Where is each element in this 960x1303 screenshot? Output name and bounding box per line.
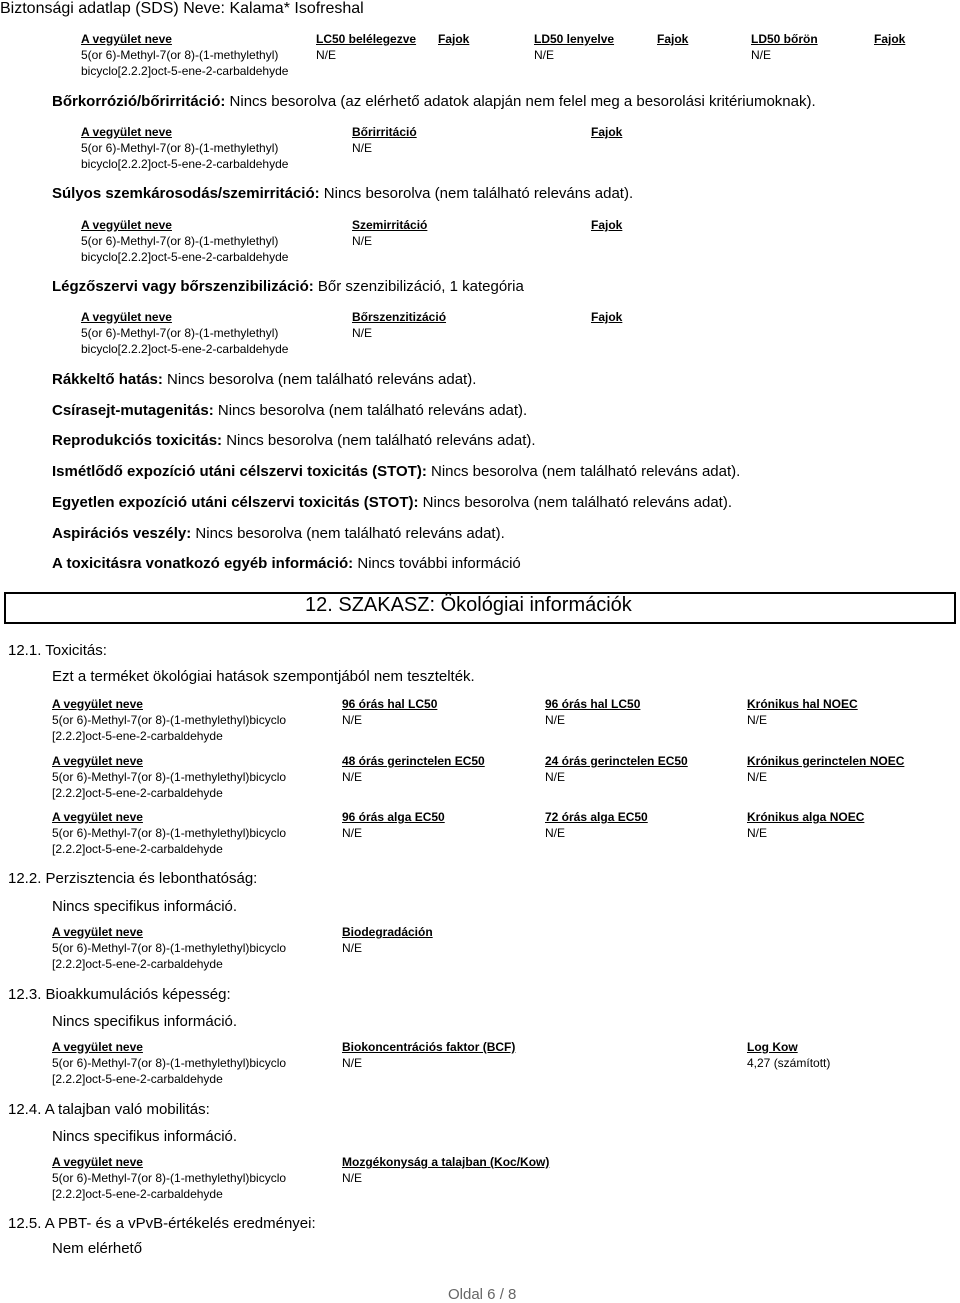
col-algae-noec: Krónikus alga NOEC [747,810,865,824]
value-ne: N/E [342,713,363,727]
compound-name: 5(or 6)-Methyl-7(or 8)-(1-methylethyl) [81,234,279,248]
compound-name: [2.2.2]oct-5-ene-2-carbaldehyde [52,842,223,856]
statement-label: Légzőszervi vagy bőrszenzibilizáció: [52,278,314,295]
col-compound-name: A vegyület neve [81,218,172,232]
col-invertebrate-ec50-48h: 48 órás gerinctelen EC50 [342,754,485,768]
value-ne: N/E [747,713,768,727]
subsection-heading: 12.1. Toxicitás: [8,642,107,659]
document-title: Biztonsági adatlap (SDS) Neve: Kalama* Isofreshal [0,0,364,17]
value-ne: N/E [534,48,555,62]
statement-label: Bőrkorrózió/bőrirritáció: [52,93,226,110]
statement-label: Súlyos szemkárosodás/szemirritáció: [52,185,320,202]
stot-single-statement [52,494,732,511]
value-ne: N/E [545,770,566,784]
mutagenicity-statement [52,402,527,419]
col-compound-name: A vegyület neve [52,1155,143,1169]
value-ne: N/E [316,48,337,62]
value-ne: N/E [747,826,768,840]
compound-name: bicyclo[2.2.2]oct-5-ene-2-carbaldehyde [81,157,289,171]
value-ne: N/E [342,1056,363,1070]
value-ne: N/E [342,770,363,784]
compound-name: 5(or 6)-Methyl-7(or 8)-(1-methylethyl)bicyclo [52,826,287,840]
col-lc50-inhalation: LC50 belélegezve [316,32,417,46]
value-ne: N/E [352,141,373,155]
statement-text: Nincs besorolva (nem található releváns adat). [222,432,536,449]
compound-name: [2.2.2]oct-5-ene-2-carbaldehyde [52,786,223,800]
col-species: Fajok [591,310,623,324]
compound-name: bicyclo[2.2.2]oct-5-ene-2-carbaldehyde [81,64,289,78]
statement-text: Nincs besorolva (nem található releváns adat). [162,371,477,388]
statement-text: Nincs további információ [353,555,521,572]
col-ld50-skin: LD50 bőrön [751,32,818,46]
statement-label: Ismétlődő expozíció utáni célszervi toxicitás (STOT): [52,463,427,480]
col-skin-sensitization: Bőrszenzitizáció [352,310,447,324]
col-compound-name: A vegyület neve [52,697,143,711]
compound-name: [2.2.2]oct-5-ene-2-carbaldehyde [52,1072,223,1086]
col-compound-name: A vegyület neve [52,810,143,824]
compound-name: 5(or 6)-Methyl-7(or 8)-(1-methylethyl)bicyclo [52,1171,287,1185]
value-ne: N/E [545,713,566,727]
col-species: Fajok [438,32,470,46]
compound-name: [2.2.2]oct-5-ene-2-carbaldehyde [52,1187,223,1201]
col-species: Fajok [591,125,623,139]
page-number: Oldal 6 / 8 [448,1286,517,1303]
carcinogenicity-statement [52,371,476,388]
col-bcf: Biokoncentrációs faktor (BCF) [342,1040,516,1054]
compound-name: bicyclo[2.2.2]oct-5-ene-2-carbaldehyde [81,250,289,264]
subsection-heading: 12.4. A talajban való mobilitás: [8,1101,210,1118]
statement-text: Nincs besorolva (nem található releváns adat). [213,402,528,419]
compound-name: [2.2.2]oct-5-ene-2-carbaldehyde [52,957,223,971]
col-eye-irritation: Szemirritáció [352,218,428,232]
col-invertebrate-noec: Krónikus gerinctelen NOEC [747,754,905,768]
statement-text: Bőr szenzibilizáció, 1 kategória [313,278,524,295]
subsection-heading: 12.5. A PBT- és a vPvB-értékelés eredményei: [8,1215,316,1232]
statement-text: Nincs besorolva (nem található releváns adat). [426,463,741,480]
col-algae-ec50-96h: 96 órás alga EC50 [342,810,445,824]
compound-name: 5(or 6)-Methyl-7(or 8)-(1-methylethyl) [81,326,279,340]
sensitization-statement [52,278,524,295]
compound-name: 5(or 6)-Methyl-7(or 8)-(1-methylethyl) [81,48,279,62]
statement-text: Nincs besorolva (az elérhető adatok alapján nem felel meg a besorolási kritériumoknak). [225,93,816,110]
compound-name: bicyclo[2.2.2]oct-5-ene-2-carbaldehyde [81,342,289,356]
compound-name: 5(or 6)-Methyl-7(or 8)-(1-methylethyl)bicyclo [52,941,287,955]
statement-label: A toxicitásra vonatkozó egyéb információ: [52,555,354,572]
subsection-heading: 12.3. Bioakkumulációs képesség: [8,986,231,1003]
value-ne: N/E [751,48,772,62]
compound-name: [2.2.2]oct-5-ene-2-carbaldehyde [52,729,223,743]
col-species: Fajok [874,32,906,46]
col-compound-name: A vegyület neve [52,754,143,768]
col-fish-lc50-96h: 96 órás hal LC50 [342,697,438,711]
col-fish-lc50-96h: 96 órás hal LC50 [545,697,641,711]
col-species: Fajok [657,32,689,46]
compound-name: 5(or 6)-Methyl-7(or 8)-(1-methylethyl)bicyclo [52,1056,287,1070]
bioaccumulation-note: Nincs specifikus információ. [52,1013,238,1030]
value-ne: N/E [545,826,566,840]
statement-text: Nincs besorolva (nem található releváns adat). [319,185,634,202]
pbt-note: Nem elérhető [52,1240,143,1257]
statement-text: Nincs besorolva (nem található releváns adat). [418,494,732,511]
subsection-heading: 12.2. Perzisztencia és lebonthatóság: [8,870,258,887]
statement-label: Csírasejt-mutagenitás: [52,402,214,419]
aspiration-hazard-statement [52,525,505,542]
col-compound-name: A vegyület neve [81,125,172,139]
statement-label: Reprodukciós toxicitás: [52,432,223,449]
persistence-note: Nincs specifikus információ. [52,898,238,915]
statement-text: Nincs besorolva (nem található releváns adat). [191,525,505,542]
section-title: 12. SZAKASZ: Ökológiai információk [305,594,632,616]
compound-name: 5(or 6)-Methyl-7(or 8)-(1-methylethyl)bicyclo [52,770,287,784]
col-fish-noec: Krónikus hal NOEC [747,697,858,711]
col-invertebrate-ec50-24h: 24 órás gerinctelen EC50 [545,754,688,768]
col-algae-ec50-72h: 72 órás alga EC50 [545,810,648,824]
value-ne: N/E [352,234,373,248]
statement-label: Aspirációs veszély: [52,525,192,542]
compound-name: 5(or 6)-Methyl-7(or 8)-(1-methylethyl) [81,141,279,155]
col-soil-mobility: Mozgékonyság a talajban (Koc/Kow) [342,1155,550,1169]
log-kow-value: 4,27 (számított) [747,1056,831,1070]
value-ne: N/E [352,326,373,340]
col-compound-name: A vegyület neve [81,310,172,324]
statement-label: Egyetlen expozíció utáni célszervi toxicitás (STOT): [52,494,419,511]
stot-repeated-statement [52,463,740,480]
reproductive-toxicity-statement [52,432,536,449]
mobility-note: Nincs specifikus információ. [52,1128,238,1145]
value-ne: N/E [342,826,363,840]
value-ne: N/E [342,1171,363,1185]
col-skin-irritation: Bőrirritáció [352,125,417,139]
col-ld50-oral: LD50 lenyelve [534,32,615,46]
eye-damage-statement [52,185,633,202]
col-compound-name: A vegyület neve [52,1040,143,1054]
compound-name: 5(or 6)-Methyl-7(or 8)-(1-methylethyl)bicyclo [52,713,287,727]
other-toxicity-statement [52,555,521,572]
statement-label: Rákkeltő hatás: [52,371,163,388]
col-compound-name: A vegyület neve [81,32,172,46]
value-ne: N/E [342,941,363,955]
toxicity-note: Ezt a terméket ökológiai hatások szempontjából nem tesztelték. [52,668,475,685]
col-biodegradation: Biodegradáción [342,925,433,939]
col-species: Fajok [591,218,623,232]
col-compound-name: A vegyület neve [52,925,143,939]
value-ne: N/E [747,770,768,784]
col-log-kow: Log Kow [747,1040,798,1054]
skin-corrosion-statement [52,93,816,110]
